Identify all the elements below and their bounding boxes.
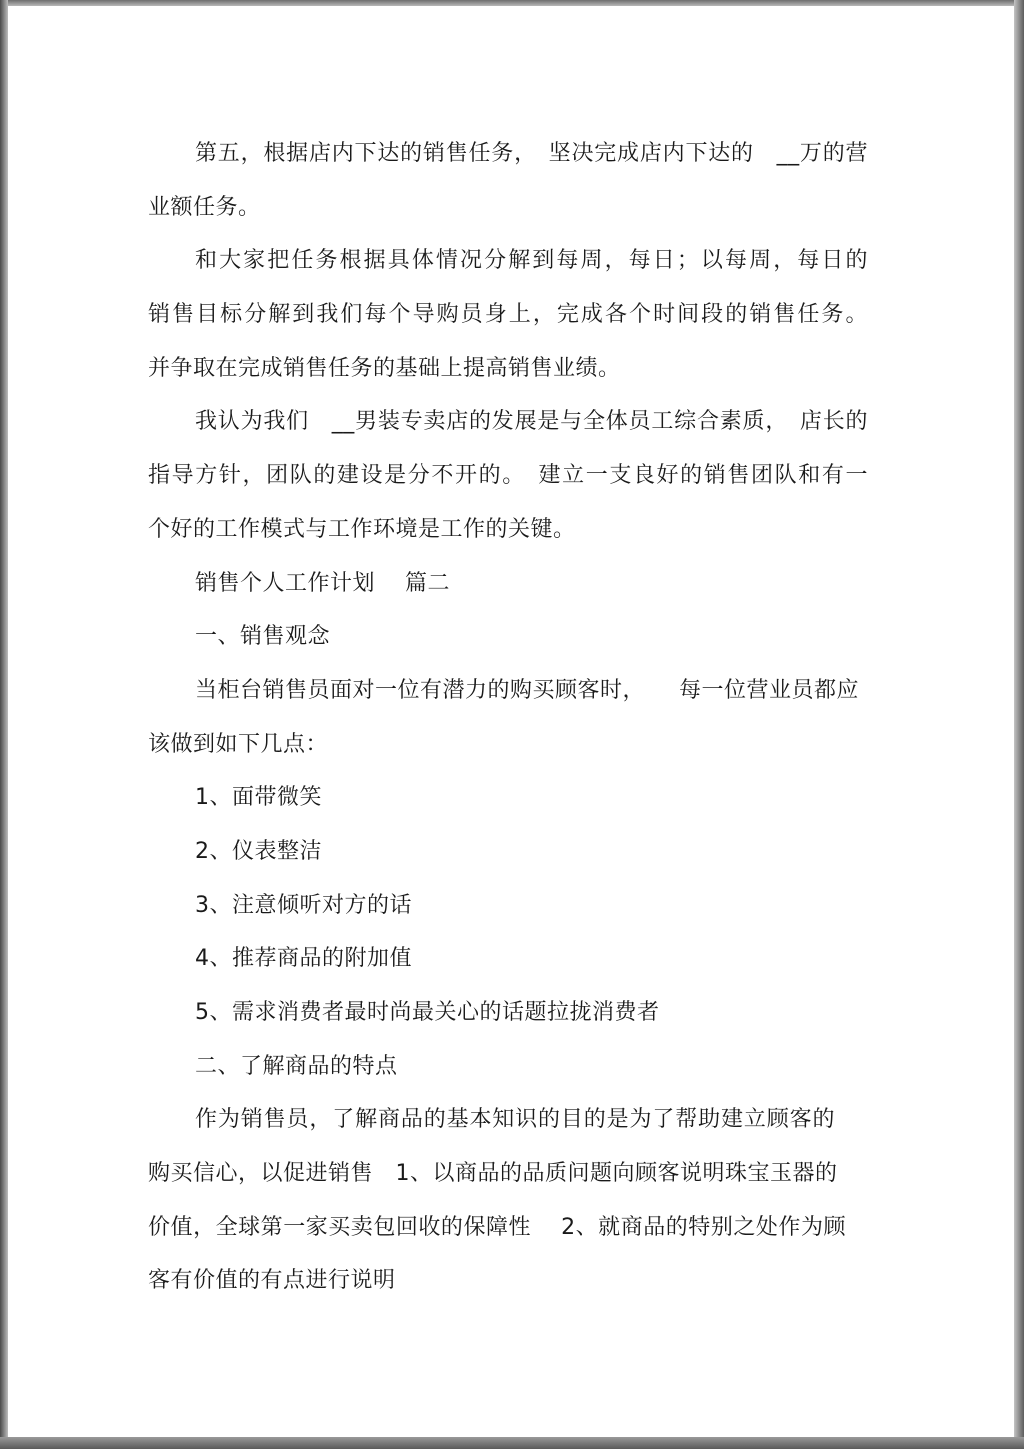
list-item: 5、需求消费者最时尚最关心的话题拉拢消费者 (195, 1000, 660, 1025)
paragraph-line: 我认为我们 __男装专卖店的发展是与全体员工综合素质， 店长的 (195, 409, 868, 434)
paragraph-line: 个好的工作模式与工作环境是工作的关键。 (148, 517, 576, 542)
paragraph-line: 和大家把任务根据具体情况分解到每周，每日；以每周，每日的 (195, 248, 868, 273)
list-item: 4、推荐商品的附加值 (195, 946, 412, 971)
list-item: 1、面带微笑 (195, 785, 322, 810)
paragraph-line: 业额任务。 (148, 195, 261, 220)
section-heading: 二、了解商品的特点 (195, 1054, 398, 1079)
paragraph-line: 销售目标分解到我们每个导购员身上，完成各个时间段的销售任务。 (148, 302, 868, 327)
paragraph-line: 第五，根据店内下达的销售任务， 坚决完成店内下达的 __万的营 (195, 141, 868, 166)
paragraph-line: 该做到如下几点： (148, 732, 329, 757)
section-heading: 销售个人工作计划 篇二 (195, 571, 450, 596)
paragraph-line: 作为销售员，了解商品的基本知识的目的是为了帮助建立顾客的 (195, 1107, 835, 1132)
list-item: 2、仪表整洁 (195, 839, 322, 864)
page-frame-right (1014, 0, 1024, 1449)
page-frame-bottom (0, 1437, 1024, 1449)
paragraph-line: 客有价值的有点进行说明 (148, 1268, 396, 1293)
paragraph-line: 并争取在完成销售任务的基础上提高销售业绩。 (148, 356, 621, 381)
paragraph-line: 购买信心，以促进销售 1、以商品的品质问题向顾客说明珠宝玉器的 (148, 1161, 838, 1186)
list-item: 3、注意倾听对方的话 (195, 893, 412, 918)
paragraph-line: 指导方针，团队的建设是分不开的。 建立一支良好的销售团队和有一 (148, 463, 868, 488)
paragraph-line: 价值，全球第一家买卖包回收的保障性 2、就商品的特别之处作为顾 (148, 1215, 846, 1240)
paragraph-line: 当柜台销售员面对一位有潜力的购买顾客时， 每一位营业员都应 (195, 678, 860, 703)
section-heading: 一、销售观念 (195, 624, 331, 649)
page-frame-left (0, 0, 8, 1449)
